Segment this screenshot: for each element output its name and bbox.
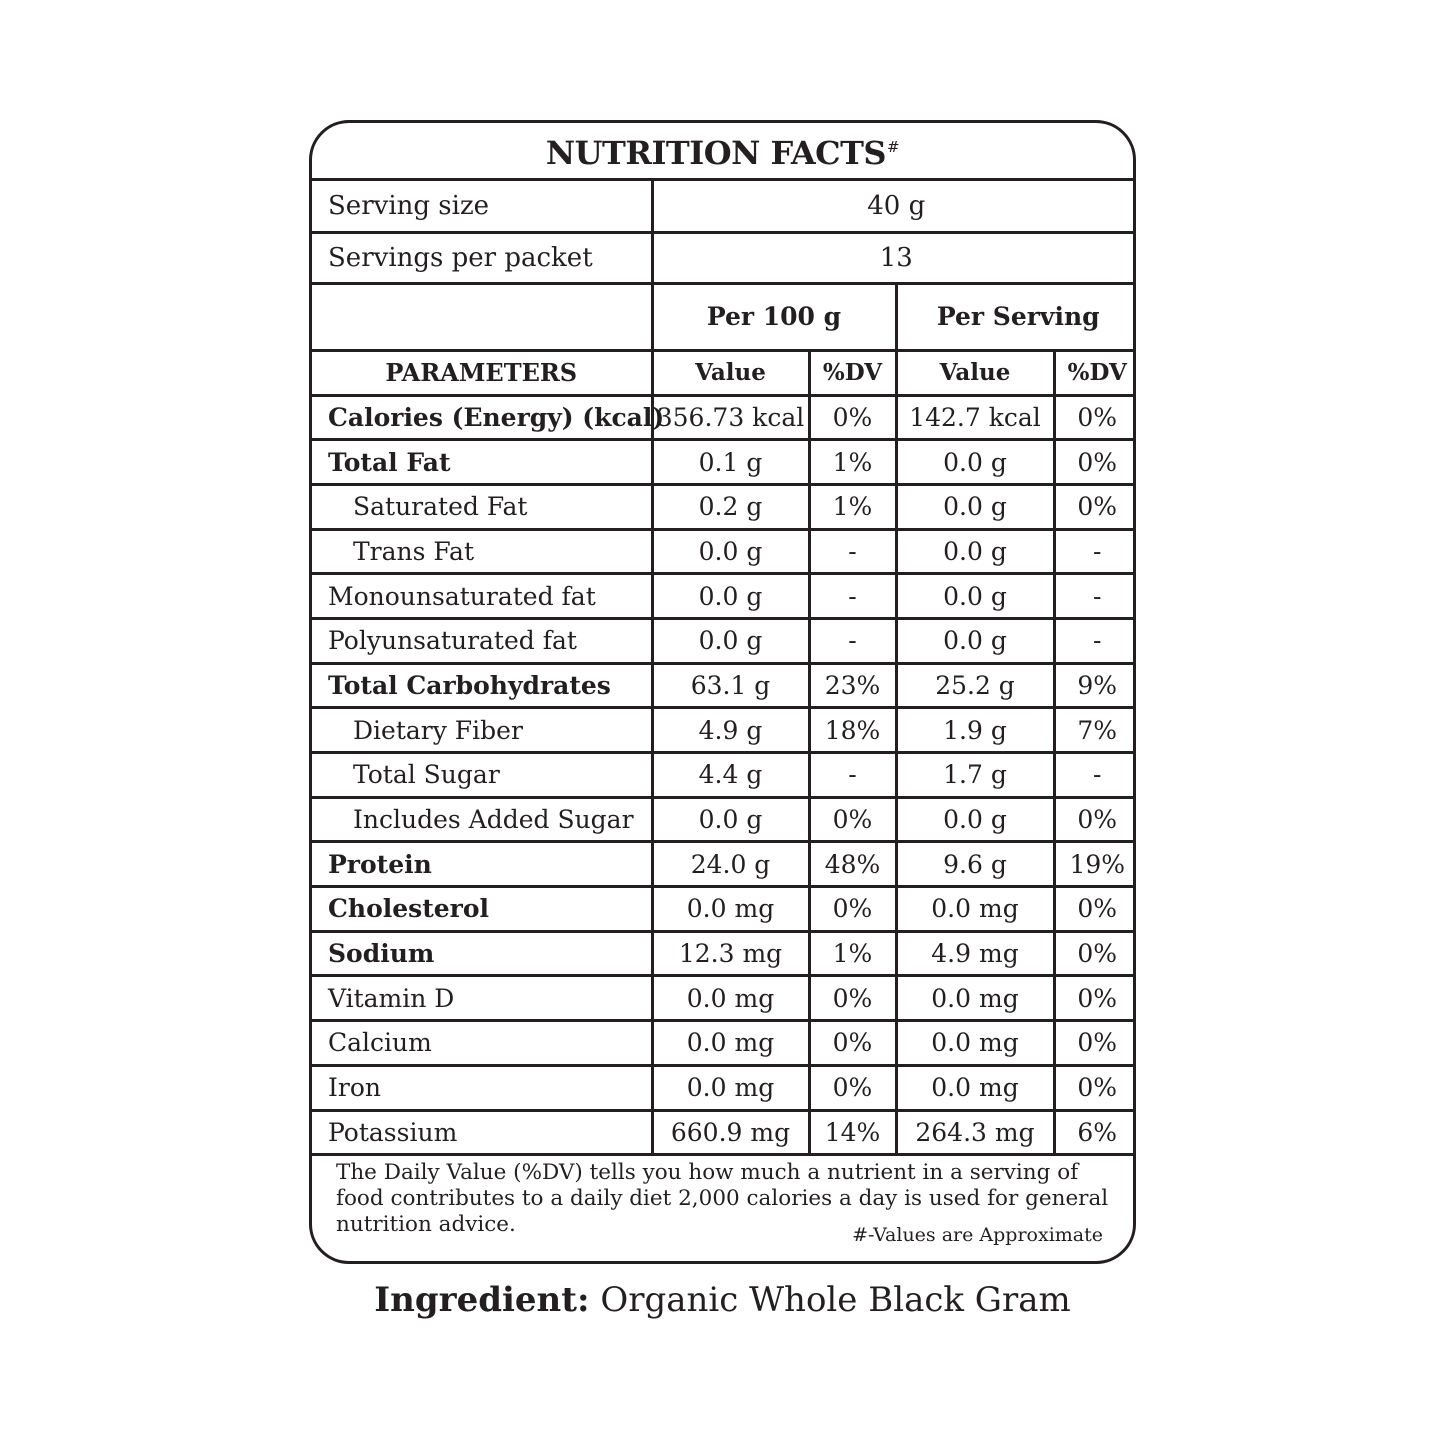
- value-per-100g: 0.0 g: [652, 618, 809, 663]
- dv-per-serving: -: [1054, 753, 1136, 798]
- nutrient-row: [312, 1021, 1136, 1066]
- nutrient-name: Monounsaturated fat: [312, 574, 652, 619]
- value-per-100g: 63.1 g: [652, 663, 809, 708]
- ingredient-value: Organic Whole Black Gram: [600, 1280, 1071, 1320]
- per-serving-header: Per Serving: [896, 283, 1136, 350]
- title-mark: #: [887, 137, 900, 156]
- servings-per-packet-label: Servings per packet: [312, 232, 652, 283]
- dv-per-serving: -: [1054, 574, 1136, 619]
- dv-per-serving: 0%: [1054, 1021, 1136, 1066]
- nutrient-row: [312, 708, 1136, 753]
- ingredient-line: [0, 1280, 1445, 1320]
- value-per-100g: 12.3 mg: [652, 931, 809, 976]
- nutrient-name: Total Fat: [312, 440, 652, 485]
- value-per-100g: 660.9 mg: [652, 1110, 809, 1155]
- dv-per-serving: -: [1054, 529, 1136, 574]
- value-per-100g: 0.0 mg: [652, 887, 809, 932]
- dv-per-serving: 7%: [1054, 708, 1136, 753]
- dv-per-serving: 0%: [1054, 976, 1136, 1021]
- daily-value-footnote: The Daily Value (%DV) tells you how much a nutrient in a serving of food contributes to a daily diet 2,000 calories a day is used for general nutrition advice.: [336, 1160, 1109, 1237]
- value-per-serving: 264.3 mg: [896, 1110, 1054, 1155]
- value-per-100g: 0.0 mg: [652, 1065, 809, 1110]
- value-per-100g: 24.0 g: [652, 842, 809, 887]
- title-text: NUTRITION FACTS: [545, 133, 887, 172]
- empty-header-cell: [312, 283, 652, 350]
- value-per-100g: 0.0 mg: [652, 976, 809, 1021]
- value-per-100g: 0.1 g: [652, 440, 809, 485]
- column-header-row: [312, 350, 1136, 395]
- dv-per-serving: 0%: [1054, 484, 1136, 529]
- value-per-serving: 0.0 g: [896, 440, 1054, 485]
- dv-per-serving: 19%: [1054, 842, 1136, 887]
- nutrient-name: Dietary Fiber: [312, 708, 652, 753]
- nutrient-row: [312, 440, 1136, 485]
- dv-per-serving: -: [1054, 618, 1136, 663]
- nutrient-name: Protein: [312, 842, 652, 887]
- value-per-serving: 9.6 g: [896, 842, 1054, 887]
- dv-per-100g: 0%: [809, 1065, 896, 1110]
- nutrient-name: Iron: [312, 1065, 652, 1110]
- nutrient-name: Saturated Fat: [312, 484, 652, 529]
- dv-per-100g: 1%: [809, 931, 896, 976]
- value-per-serving: 0.0 g: [896, 529, 1054, 574]
- value-per-100g: 0.0 g: [652, 529, 809, 574]
- nutrient-name: Cholesterol: [312, 887, 652, 932]
- value-per-100g: 0.0 mg: [652, 1021, 809, 1066]
- dv-per-serving: 6%: [1054, 1110, 1136, 1155]
- dv-per-serving: 0%: [1054, 931, 1136, 976]
- ingredient-label: Ingredient:: [374, 1280, 590, 1320]
- value-per-serving: 0.0 mg: [896, 887, 1054, 932]
- nutrient-row: [312, 1110, 1136, 1155]
- nutrient-name: Polyunsaturated fat: [312, 618, 652, 663]
- nutrient-row: [312, 529, 1136, 574]
- value-per-serving: 4.9 mg: [896, 931, 1054, 976]
- dv-per-serving: 0%: [1054, 797, 1136, 842]
- nutrition-table: [312, 181, 1136, 1156]
- column-group-row: [312, 283, 1136, 350]
- value-per-serving: 1.9 g: [896, 708, 1054, 753]
- parameters-header: PARAMETERS: [312, 350, 652, 395]
- value-per-100g: 4.4 g: [652, 753, 809, 798]
- nutrient-name: Calcium: [312, 1021, 652, 1066]
- dv-per-100g: 1%: [809, 440, 896, 485]
- nutrient-row: [312, 395, 1136, 440]
- nutrient-name: Total Carbohydrates: [312, 663, 652, 708]
- dv-per-100g: -: [809, 753, 896, 798]
- value-per-serving: 0.0 mg: [896, 1065, 1054, 1110]
- dv-per-100g: -: [809, 618, 896, 663]
- value-header-serving: Value: [896, 350, 1054, 395]
- dv-per-serving: 0%: [1054, 887, 1136, 932]
- nutrient-row: [312, 574, 1136, 619]
- value-per-serving: 0.0 g: [896, 618, 1054, 663]
- value-per-serving: 0.0 mg: [896, 976, 1054, 1021]
- value-per-serving: 0.0 g: [896, 797, 1054, 842]
- servings-per-packet-value: 13: [652, 232, 1136, 283]
- dv-per-100g: -: [809, 574, 896, 619]
- nutrient-name: Sodium: [312, 931, 652, 976]
- dv-per-serving: 0%: [1054, 1065, 1136, 1110]
- value-per-serving: 0.0 g: [896, 484, 1054, 529]
- dv-per-100g: 0%: [809, 395, 896, 440]
- dv-per-100g: 0%: [809, 976, 896, 1021]
- dv-per-100g: -: [809, 529, 896, 574]
- approximate-note: #-Values are Approximate: [852, 1224, 1103, 1246]
- nutrition-facts-panel: [309, 120, 1136, 1264]
- nutrient-name: Calories (Energy) (kcal): [312, 395, 652, 440]
- dv-header-100g: %DV: [809, 350, 896, 395]
- value-per-serving: 1.7 g: [896, 753, 1054, 798]
- per-100g-header: Per 100 g: [652, 283, 896, 350]
- dv-per-100g: 23%: [809, 663, 896, 708]
- value-per-100g: 356.73 kcal: [652, 395, 809, 440]
- servings-per-packet-row: [312, 232, 1136, 283]
- nutrient-row: [312, 1065, 1136, 1110]
- dv-per-100g: 14%: [809, 1110, 896, 1155]
- dv-per-100g: 18%: [809, 708, 896, 753]
- value-per-100g: 0.0 g: [652, 574, 809, 619]
- nutrient-name: Total Sugar: [312, 753, 652, 798]
- value-per-serving: 142.7 kcal: [896, 395, 1054, 440]
- nutrient-row: [312, 931, 1136, 976]
- dv-per-serving: 0%: [1054, 440, 1136, 485]
- value-per-100g: 0.0 g: [652, 797, 809, 842]
- nutrient-row: [312, 797, 1136, 842]
- nutrient-row: [312, 753, 1136, 798]
- dv-per-serving: 0%: [1054, 395, 1136, 440]
- dv-per-100g: 0%: [809, 797, 896, 842]
- nutrient-row: [312, 887, 1136, 932]
- nutrition-facts-title: [312, 123, 1133, 181]
- nutrient-row: [312, 663, 1136, 708]
- nutrient-name: Includes Added Sugar: [312, 797, 652, 842]
- value-header-100g: Value: [652, 350, 809, 395]
- serving-size-value: 40 g: [652, 181, 1136, 232]
- nutrient-name: Trans Fat: [312, 529, 652, 574]
- nutrient-row: [312, 618, 1136, 663]
- dv-header-serving: %DV: [1054, 350, 1136, 395]
- nutrient-row: [312, 842, 1136, 887]
- dv-per-100g: 0%: [809, 887, 896, 932]
- dv-per-100g: 0%: [809, 1021, 896, 1066]
- nutrient-name: Vitamin D: [312, 976, 652, 1021]
- value-per-serving: 0.0 mg: [896, 1021, 1054, 1066]
- nutrient-row: [312, 976, 1136, 1021]
- nutrient-row: [312, 484, 1136, 529]
- value-per-100g: 0.2 g: [652, 484, 809, 529]
- dv-per-100g: 1%: [809, 484, 896, 529]
- dv-per-100g: 48%: [809, 842, 896, 887]
- value-per-serving: 25.2 g: [896, 663, 1054, 708]
- value-per-100g: 4.9 g: [652, 708, 809, 753]
- value-per-serving: 0.0 g: [896, 574, 1054, 619]
- serving-size-row: [312, 181, 1136, 232]
- nutrient-name: Potassium: [312, 1110, 652, 1155]
- serving-size-label: Serving size: [312, 181, 652, 232]
- dv-per-serving: 9%: [1054, 663, 1136, 708]
